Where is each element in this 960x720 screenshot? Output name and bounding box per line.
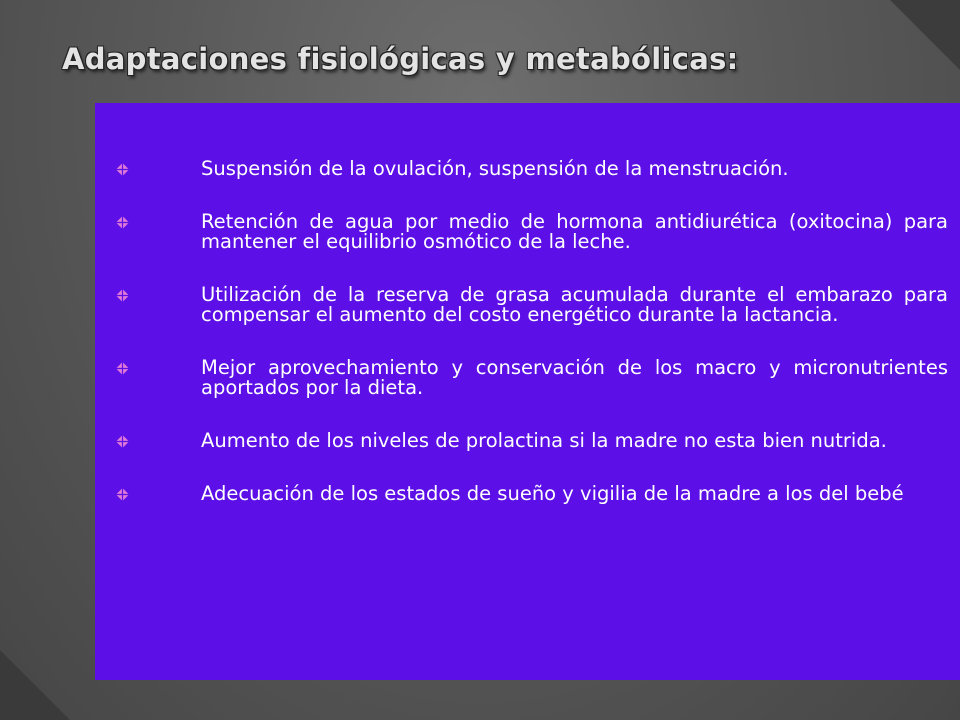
diamond-bullet-icon [116,435,129,448]
bullet-text: Adecuación de los estados de sueño y vigilia de la madre a los del bebé [201,482,904,505]
corner-decoration-bottom-left [0,650,70,720]
bullet-item [95,212,960,252]
bullet-item [95,484,960,504]
bullet-text: Aumento de los niveles de prolactina si la madre no esta bien nutrida. [201,429,887,452]
bullet-list [95,159,960,537]
bullet-item [95,431,960,451]
diamond-bullet-icon [116,289,129,302]
bullet-text: Utilización de la reserva de grasa acumulada durante el embarazo para compensar el aumento del costo energético durante la lactancia. [201,283,948,326]
bullet-item [95,285,960,325]
bullet-text: Suspensión de la ovulación, suspensión de la menstruación. [201,157,789,180]
bullet-item [95,358,960,398]
bullet-item [95,159,960,179]
diamond-bullet-icon [116,163,129,176]
content-box [95,103,960,680]
diamond-bullet-icon [116,488,129,501]
diamond-bullet-icon [116,362,129,375]
bullet-text: Mejor aprovechamiento y conservación de los macro y micronutrientes aportados por la dieta. [201,356,948,399]
bullet-text: Retención de agua por medio de hormona antidiurética (oxitocina) para mantener el equilibrio osmótico de la leche. [201,210,948,253]
slide-title: Adaptaciones fisiológicas y metabólicas: [62,42,739,76]
diamond-bullet-icon [116,216,129,229]
